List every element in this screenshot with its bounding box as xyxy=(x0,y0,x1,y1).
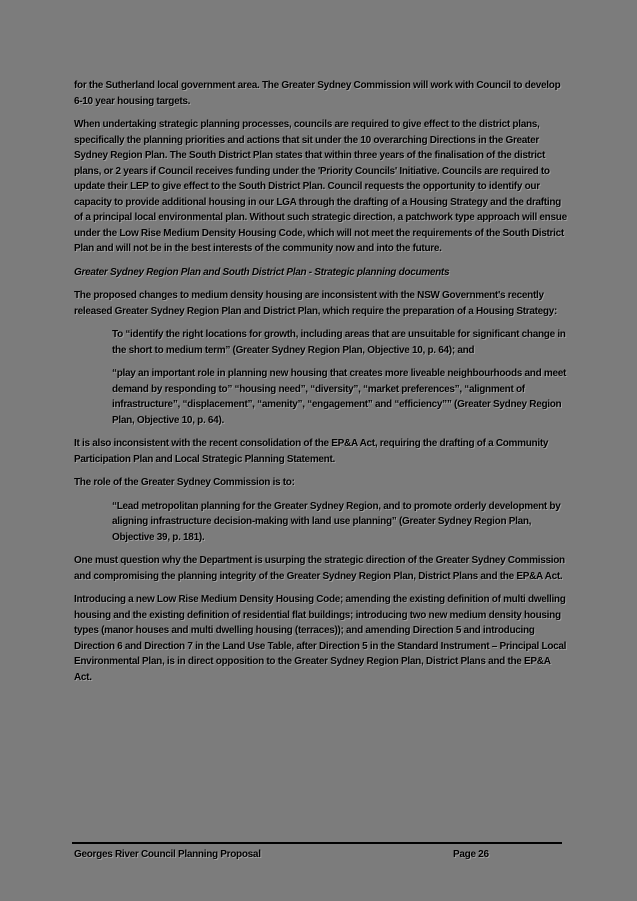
footer-rule xyxy=(72,842,562,844)
quote-paragraph: “Lead metropolitan planning for the Greater Sydney Region, and to promote orderly development by aligning infrastructure decision-making with land use planning” (Greater Sydney Region Plan, Objective 39, p. 181). xyxy=(112,500,561,543)
paragraph: The proposed changes to medium density housing are inconsistent with the NSW Government's recently released Greater Sydney Region Plan and District Plan, which require the preparation of a Housing Strategy: xyxy=(74,290,558,317)
footer-row xyxy=(72,849,562,863)
quote-paragraph: “play an important role in planning new housing that creates more liveable neighbourhoods and meet demand by responding to” “housing need”, “diversity”, “market preferences”, “alignment of infrastructure”, “displacement”, “amenity”, “engagement” and “efficiency”” (Greater Sydney Region Plan, Objective 10, p. 64). xyxy=(112,368,567,426)
paragraph: The role of the Greater Sydney Commission is to: xyxy=(74,477,295,488)
paragraph: for the Sutherland local government area. The Greater Sydney Commission will work with Council to develop 6-10 year housing targets. xyxy=(74,80,561,107)
paragraph: One must question why the Department is usurping the strategic direction of the Greater Sydney Commission and compromising the planning integrity of the Greater Sydney Region Plan, District Plans and the EP&A Act. xyxy=(74,555,565,582)
paragraph: When undertaking strategic planning processes, councils are required to give effect to the district plans, specifically the planning priorities and actions that sit under the 10 overarching Directions in the Greater Sydney Region Plan. The South District Plan states that within three years of the finalisation of the district plans, or 2 years if Council receives funding under the 'Priority Councils' Initiative. Councils are required to update their LEP to give effect to the South District Plan. Council requests the opportunity to identify our capacity to provide additional housing in our LGA through the drafting of a Housing Strategy and the drafting of a principal local environmental plan. Without such strategic direction, a patchwork type approach will ensue under the Low Rise Medium Density Housing Code, which will not meet the requirements of the South District Plan and will not be in the best interests of the community now and into the future. xyxy=(74,119,567,254)
document-body xyxy=(74,78,568,693)
section-heading: Greater Sydney Region Plan and South District Plan - Strategic planning documents xyxy=(74,266,450,278)
paragraph: Introducing a new Low Rise Medium Density Housing Code; amending the existing definition of multi dwelling housing and the existing definition of residential flat buildings; introducing two new medium density housing types (manor houses and multi dwelling housing (terraces)); and amending Direction 5 and introducing Direction 6 and Direction 7 in the Land Use Table, after Direction 5 in the Standard Instrument – Principal Local Environmental Plan, is in direct opposition to the Greater Sydney Region Plan, District Plans and the EP&A Act. xyxy=(74,594,567,683)
quote-paragraph: To “identify the right locations for growth, including areas that are unsuitable for significant change in the short to medium term” (Greater Sydney Region Plan, Objective 10, p. 64); and xyxy=(112,329,566,356)
footer xyxy=(72,842,562,863)
paragraph: It is also inconsistent with the recent consolidation of the EP&A Act, requiring the drafting of a Community Participation Plan and Local Strategic Planning Statement. xyxy=(74,438,549,465)
footer-page-number: Page 26 xyxy=(453,849,489,860)
footer-doc-title: Georges River Council Planning Proposal xyxy=(74,849,261,860)
